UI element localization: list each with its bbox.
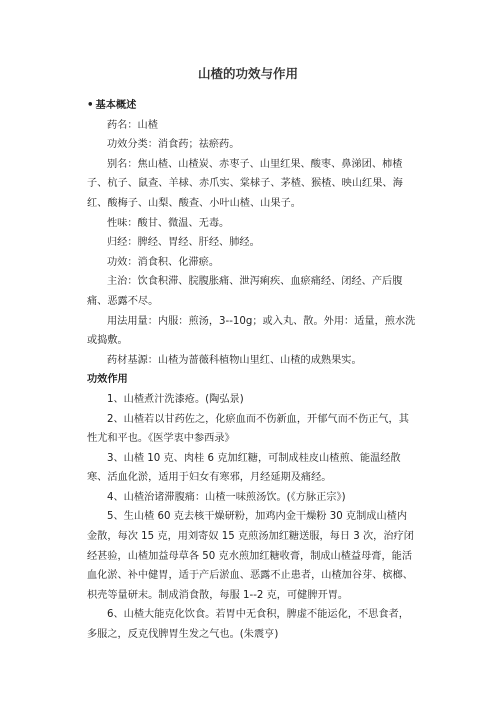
effects-heading: 功效作用 bbox=[87, 374, 128, 386]
document-body bbox=[87, 96, 417, 645]
effect-item-5: 5、生山楂 60 克去核干燥研粉，加鸡内金干燥粉 30 克制成山楂内金散，每次 15 克，用刘寄奴 15 克煎汤加红糖送服，每日 3 次，治疗闭经甚验，山楂加益母草各 50 克水煎加红糖收膏，制成山楂益母膏，能活血化淤、补中健胃，适于产后淤血、恶露不止患者，山楂加谷芽、槟榔、枳壳等量研末。制成消食散，每服 1--2 克，可健脾开胃。 bbox=[87, 511, 414, 601]
overview-line-nature: 性味：酸甘、微温、无毒。 bbox=[107, 217, 230, 229]
overview-line-indications: 主治：饮食积滞、脘腹胀痛、泄泻痢疾、血瘀痛经、闭经、产后腹痛、恶露不尽。 bbox=[87, 276, 403, 307]
overview-line-usage: 用法用量：内服：煎汤，3--10g；或入丸、散。外用：适量，煎水洗或捣敷。 bbox=[87, 315, 416, 347]
overview-line-meridian: 归经：脾经、胃经、肝经、肺经。 bbox=[107, 237, 260, 249]
overview-line-aliases: 别名：焦山楂、山楂炭、赤枣子、山里红果、酸枣、鼻涕团、柿楂子、杭子、鼠查、羊梂、赤爪实、棠梂子、茅楂、猴楂、映山红果、海红、酸梅子、山梨、酸查、小叶山楂、山果子。 bbox=[87, 158, 403, 209]
overview-heading-text: 基本概述 bbox=[95, 100, 137, 111]
effect-item-2: 2、山楂若以甘药佐之，化瘀血而不伤新血，开郁气而不伤正气，其性尤和平也。《医学衷中参西录》 bbox=[87, 413, 409, 445]
effect-item-6: 6、山楂大能克化饮食。若胃中无食积，脾虚不能运化，不思食者，多服之，反克伐脾胃生发之气也。(朱震亨) bbox=[87, 609, 409, 641]
effect-item-4: 4、山楂治诸滞腹痛：山楂一味煎汤饮。(《方脉正宗》) bbox=[107, 491, 346, 503]
overview-line-category: 功效分类：消食药；祛瘀药。 bbox=[107, 139, 240, 151]
effect-item-3: 3、山楂 10 克、肉桂 6 克加红糖，可制成桂皮山楂煎、能温经散寒、活血化淤，适用于妇女有寒邪，月经延期及痛经。 bbox=[87, 452, 401, 484]
overview-line-source: 药材基源：山楂为蔷薇科植物山里红、山楂的成熟果实。 bbox=[107, 354, 362, 366]
page-title: 山楂的功效与作用 bbox=[197, 66, 298, 81]
bullet-icon: • bbox=[87, 100, 94, 111]
overview-heading bbox=[87, 96, 417, 116]
overview-line-name: 药名：山楂 bbox=[107, 119, 158, 131]
overview-line-efficacy: 功效：消食积、化滞瘀。 bbox=[107, 256, 220, 268]
effect-item-1: 1、山楂煮汁洗漆疮。(陶弘景) bbox=[107, 393, 244, 405]
